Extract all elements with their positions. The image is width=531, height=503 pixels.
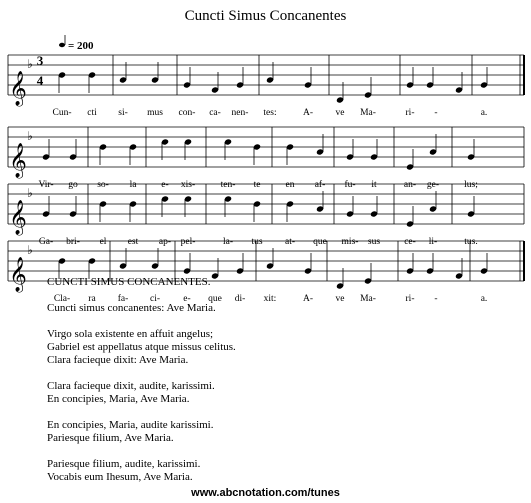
lyric-syllable: ra: [88, 294, 96, 304]
lyric-syllable: a.: [480, 294, 488, 304]
treble-clef-icon: 𝄞: [9, 143, 27, 178]
lyric-syllable: A-: [302, 294, 314, 304]
stanza: [47, 458, 236, 484]
lyric-syllable: mus: [147, 108, 163, 118]
lyric-syllable: an-: [403, 180, 417, 190]
lyric-syllable: fa-: [117, 294, 129, 304]
lyric-syllable: est: [127, 237, 139, 247]
stanza-line: Pariesque filium, audite, karissimi.: [47, 458, 201, 470]
lyric-syllable: at-: [284, 237, 296, 247]
lyric-syllable: e-: [183, 294, 191, 304]
lyric-syllable: A-: [302, 108, 314, 118]
lyric-syllable: ap-: [158, 237, 172, 247]
lyric-syllable: te: [253, 180, 261, 190]
lyric-syllable: e-: [161, 180, 169, 190]
stanza-line: En concipies, Maria, audite karissimi.: [47, 419, 214, 431]
time-signature-top: 3: [36, 53, 44, 68]
lyric-syllable: en: [285, 180, 295, 190]
lyric-syllable: Vir-: [38, 180, 54, 190]
lyric-syllable: af-: [314, 180, 326, 190]
lyric-syllable: nen-: [231, 108, 249, 118]
lyric-syllable: sus: [367, 237, 381, 247]
stanza: [47, 419, 236, 445]
lyric-syllable: ge-: [426, 180, 440, 190]
lyrics-text: [47, 276, 236, 497]
lyric-syllable: a.: [480, 108, 488, 118]
lyric-syllable: mis-: [341, 237, 359, 247]
lyric-syllable: ve: [335, 108, 345, 118]
treble-clef-icon: 𝄞: [9, 200, 27, 235]
lyric-syllable: si-: [118, 108, 128, 118]
lyric-syllable: it: [371, 180, 377, 190]
flat-icon: ♭: [27, 129, 33, 143]
tempo-marking: = 200: [68, 40, 94, 52]
lyric-syllable: go: [68, 180, 78, 190]
tempo-note-icon: [59, 43, 65, 47]
lyric-syllable: li-: [428, 237, 438, 247]
stanza-line: Clara facieque dixit: Ave Maria.: [47, 354, 189, 366]
lyric-syllable: pel-: [180, 237, 196, 247]
stanza: [47, 328, 236, 367]
lyric-syllable: tus.: [464, 237, 478, 247]
lyric-syllable: con-: [178, 108, 196, 118]
lyric-syllable: so-: [97, 180, 109, 190]
lyric-syllable: Ma-: [360, 108, 376, 118]
lyric-syllable: el: [99, 237, 107, 247]
flat-icon: ♭: [27, 186, 33, 200]
lyric-syllable: ce-: [404, 237, 416, 247]
lyric-syllable: xis-: [180, 180, 196, 190]
lyric-syllable: ri-: [405, 294, 415, 304]
stanza-line: En concipies, Maria, Ave Maria.: [47, 393, 190, 405]
lyric-syllable: Cla-: [53, 294, 71, 304]
treble-clef-icon: 𝄞: [9, 71, 27, 106]
lyric-syllable: tus: [251, 237, 263, 247]
lyric-syllable: ve: [335, 294, 345, 304]
lyric-syllable: fu-: [344, 180, 356, 190]
lyrics-heading: CUNCTI SIMUS CONCANENTES.: [47, 276, 211, 288]
lyric-syllable: bri-: [66, 237, 80, 247]
flat-icon: ♭: [27, 57, 33, 71]
stanza-line: Clara facieque dixit, audite, karissimi.: [47, 380, 215, 392]
lyric-syllable: -: [434, 108, 438, 118]
stanza: [47, 380, 236, 406]
lyric-syllable: Ga-: [38, 237, 54, 247]
tune-title: Cuncti Simus Concanentes: [184, 8, 347, 24]
lyric-syllable: que: [208, 294, 222, 304]
stanza-line: Pariesque filium, Ave Maria.: [47, 432, 174, 444]
stanza: [47, 302, 236, 315]
lyric-syllable: que: [313, 237, 327, 247]
stanza-line: Cuncti simus concanentes: Ave Maria.: [47, 302, 216, 314]
stanza-line: Vocabis eum Ihesum, Ave Maria.: [47, 471, 193, 483]
lyric-syllable: cti: [87, 108, 97, 118]
source-url[interactable]: www.abcnotation.com/tunes: [191, 487, 340, 499]
lyric-syllable: ca-: [209, 108, 221, 118]
lyric-syllable: ci-: [149, 294, 161, 304]
lyric-syllable: ri-: [405, 108, 415, 118]
lyric-syllable: ten-: [220, 180, 236, 190]
lyric-syllable: Cun-: [52, 108, 72, 118]
treble-clef-icon: 𝄞: [9, 257, 27, 292]
lyric-syllable: lus;: [464, 180, 478, 190]
lyric-syllable: di-: [234, 294, 246, 304]
lyric-syllable: xit:: [263, 294, 277, 304]
lyric-syllable: la: [129, 180, 137, 190]
lyric-syllable: -: [434, 294, 438, 304]
time-signature-bottom: 4: [36, 73, 44, 88]
stanza-line: Virgo sola existente en affuit angelus;: [47, 328, 214, 340]
lyric-syllable: tes:: [263, 108, 277, 118]
lyric-syllable: la-: [222, 237, 234, 247]
stanza-line: Gabriel est appellatus atque missus celitus.: [47, 341, 236, 353]
flat-icon: ♭: [27, 243, 33, 257]
lyric-syllable: Ma-: [360, 294, 376, 304]
